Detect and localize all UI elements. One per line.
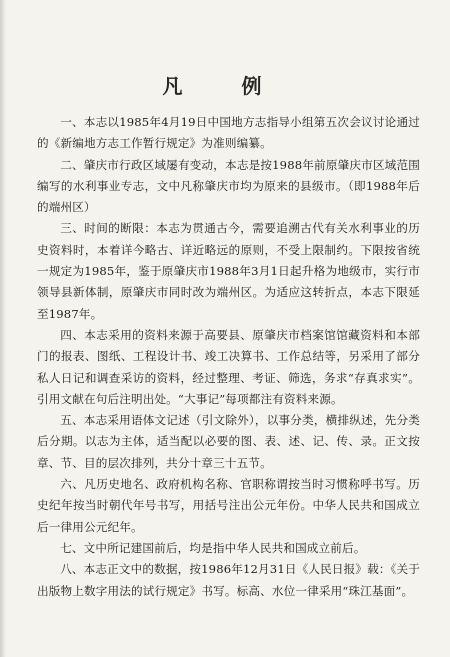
paragraph-1: 一、本志以1985年4月19日中国地方志指导小组第五次会议讨论通过的《新编地方志工作暂行规定》为准则编纂。 [37,115,420,151]
paragraph-6: 六、凡历史地名、政府机构名称、官职称谓按当时习惯称呼书写。历史纪年按当时朝代年号书写，用括号注出公元年份。中华人民共和国成立后一律用公元纪年。 [37,477,420,534]
paragraph-7: 七、文中所记建国前后，均是指中华人民共和国成立前后。 [60,540,366,555]
paragraph-8: 八、本志正文中的数据，按1986年12月31日《人民日报》载：《关于出版物上数字用法的试行规定》书写。标高、水位一律采用“珠江基面”。 [37,562,420,598]
paragraph-5: 五、本志采用语体文记述（引文除外），以事分类，横排纵述，先分类后分期。以志为主体，适当配以必要的图、表、述、记、传、录。正文按章、节、目的层次排列，共分十章三十五节。 [37,413,420,470]
paragraph-2: 二、肇庆市行政区域屡有变动，本志是按1988年前原肇庆市区域范围编写的水利事业专志，文中凡称肇庆市均为原来的县级市。（即1988年后的端州区） [37,157,420,215]
paragraph-4: 四、本志采用的资料来源于高要县、原肇庆市档案馆馆藏资料和本部门的报表、图纸、工程设计书、竣工决算书、工作总结等，另采用了部分私人日记和调查采访的资料，经过整理、考证、筛选，务求“存真求实”。引用文献在句后注明出处。“大事记”每项都注有资料来源。 [37,327,420,406]
body-text [37,112,420,602]
paragraph-3: 三、时间的断限：本志为贯通古今，需要追溯古代有关水利事业的历史资料时，本着详今略古、详近略远的原则，不受上限制约。下限按省统一规定为1985年，鉴于原肇庆市1988年3月1日起升格为地级市，实行市领导县新体制，原肇庆市同时改为端州区。为适应这转折点，本志下限延至1987年。 [37,221,420,321]
page-title: 凡 例 [162,74,288,98]
